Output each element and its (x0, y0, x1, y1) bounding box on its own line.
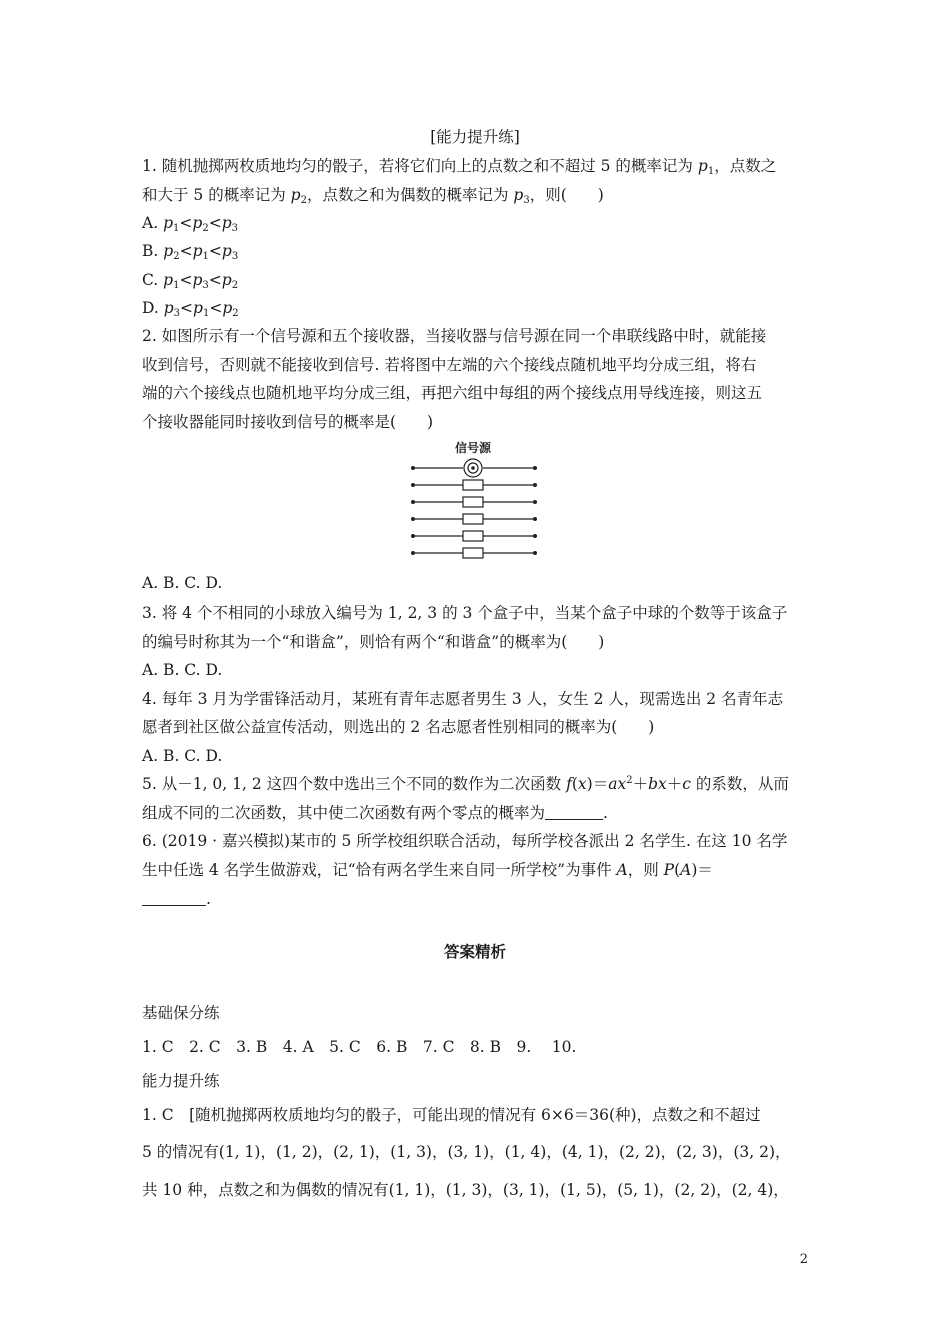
q5-line2: 组成不同的二次函数，其中使二次函数有两个零点的概率为 . (142, 804, 608, 822)
advanced-line1: 1. C [随机抛掷两枚质地均匀的骰子，可能出现的情况有 6×6＝36(种)，点数之和不超过 (142, 1106, 761, 1124)
q2-answers: A. B. C. D. (142, 574, 223, 592)
q6-answer-blank[interactable] (142, 891, 206, 906)
q2-line1: 2. 如图所示有一个信号源和五个接收器，当接收器与信号源在同一个串联线路中时，就能接 (142, 327, 767, 345)
q4-line1: 4. 每年 3 月为学雷锋活动月，某班有青年志愿者男生 3 人，女生 2 人，现需选出 2 名青年志 (142, 690, 784, 708)
basic-answers: 1. C 2. C 3. B 4. A 5. C 6. B 7. C 8. B 9. 10. (142, 1038, 577, 1056)
q4-line2: 愿者到社区做公益宣传活动，则选出的 2 名志愿者性别相同的概率为( ) (142, 718, 655, 736)
q2-line3: 端的六个接线点也随机地平均分成三组，再把六组中每组的两个接线点用导线连接，则这五 (142, 384, 763, 402)
advanced-title: 能力提升练 (142, 1072, 220, 1090)
advanced-line3: 共 10 种，点数之和为偶数的情况有(1, 1)，(1, 3)，(3, 1)，(1, 5)，(5, 1)，(2, 2)，(2, 4)， (142, 1181, 789, 1199)
advanced-line2: 5 的情况有(1, 1)，(1, 2)，(2, 1)，(1, 3)，(3, 1)，(1, 4)，(4, 1)，(2, 2)，(2, 3)，(3, 2)， (142, 1143, 791, 1161)
basic-title: 基础保分练 (142, 1004, 220, 1022)
q6-line3: . (142, 889, 211, 909)
q1-option-b: B. $p_2<p_1<p_3$ (142, 242, 239, 262)
q3-line1: 3. 将 4 个不相同的小球放入编号为 1, 2, 3 的 3 个盒子中，当某个盒子中球的个数等于该盒子 (142, 604, 788, 622)
q1-line1: 1. 随机抛掷两枚质地均匀的骰子，若将它们向上的点数之和不超过 5 的概率记为 $p_1$，点数之 (142, 157, 777, 177)
q4-answers: A. B. C. D. (142, 747, 223, 765)
q6-line1: 6. (2019 · 嘉兴模拟)某市的 5 所学校组织联合活动，每所学校各派出 2 名学生. 在这 10 名学 (142, 832, 788, 850)
q3-line2: 的编号时称其为一个“和谐盒”，则恰有两个“和谐盒”的概率为( ) (142, 633, 605, 651)
q5-answer-blank[interactable] (545, 805, 603, 820)
q1-option-a: A. $p_1<p_2<p_3$ (142, 214, 238, 234)
q3-answers: A. B. C. D. (142, 661, 223, 679)
q1-line2: 和大于 5 的概率记为 $p_2$，点数之和为偶数的概率记为 $p_3$，则( ) (142, 186, 604, 206)
page-number: 2 (799, 1252, 808, 1267)
q2-line2: 收到信号，否则就不能接收到信号. 若将图中左端的六个接线点随机地平均分成三组，将右 (142, 356, 757, 374)
q6-line2: 生中任选 4 名学生做游戏，记“恰有两名学生来自同一所学校”为事件 A，则 P(A)＝ (142, 861, 713, 879)
q5-line1: 5. 从－1, 0, 1, 2 这四个数中选出三个不同的数作为二次函数 $f(x)=ax^2+bx+c$ 的系数，从而 (142, 775, 789, 793)
q2-figure-label: 信号源 (454, 441, 492, 455)
section-title: [能力提升练] (430, 128, 520, 146)
q1-option-d: D. $p_3<p_1<p_2$ (142, 299, 239, 319)
q1-option-c: C. $p_1<p_3<p_2$ (142, 271, 239, 291)
q2-circuit-figure (405, 436, 545, 560)
q2-line4: 个接收器能同时接收到信号的概率是( ) (142, 413, 434, 431)
answer-title: 答案精析 (443, 942, 506, 961)
